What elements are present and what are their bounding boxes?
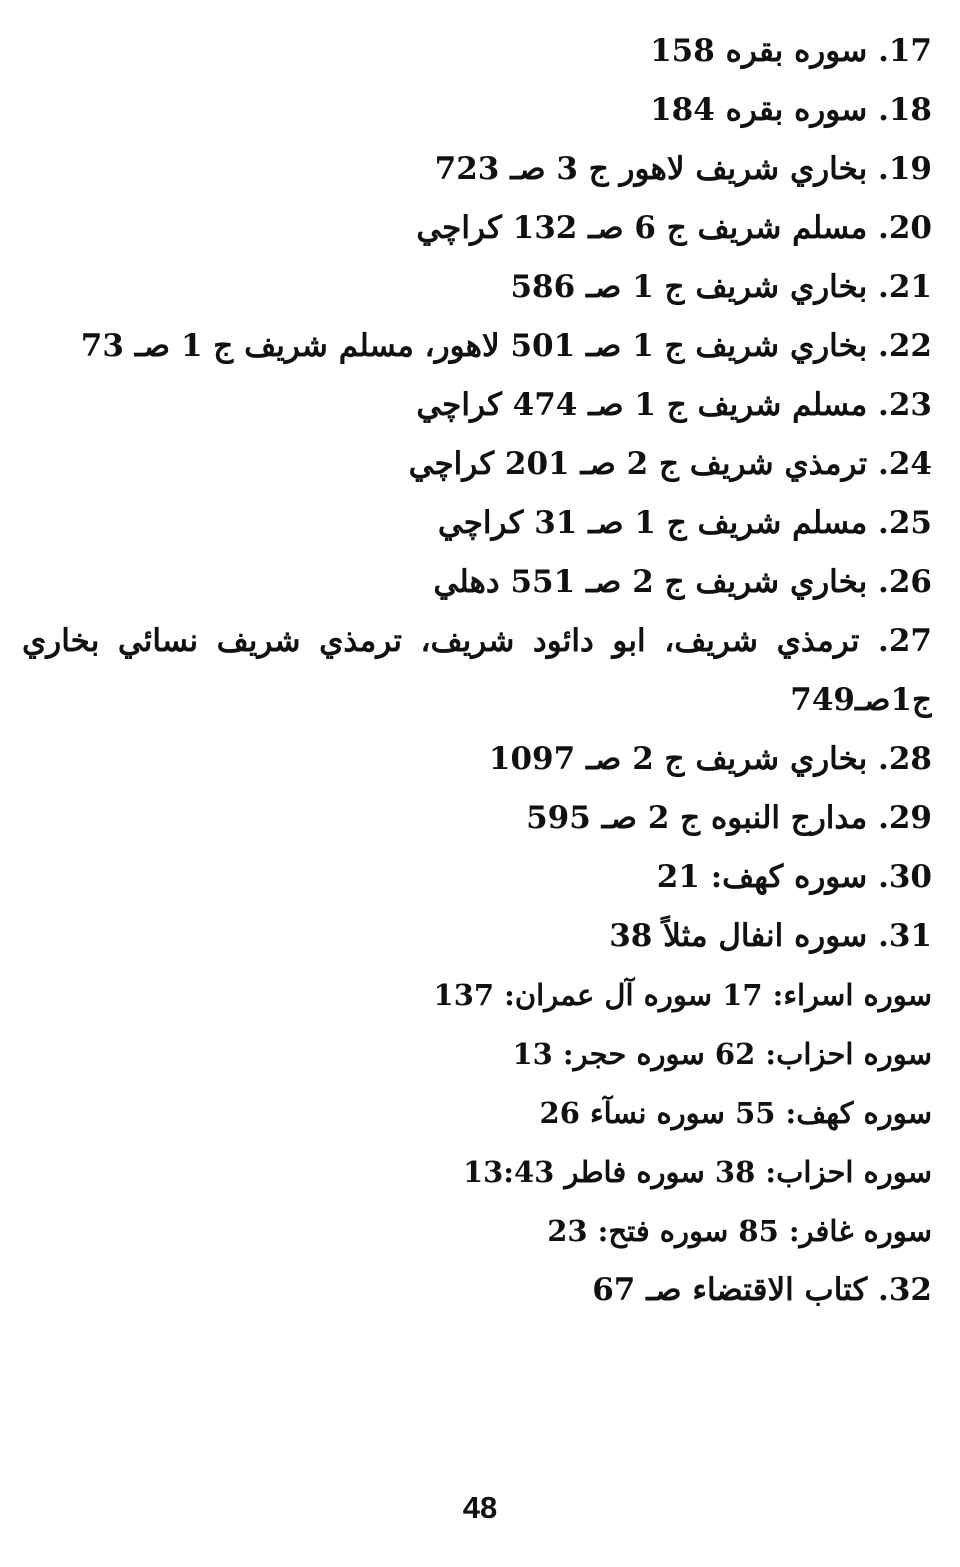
reference-21: 21. بخاري شريف ج 1 صـ 586 xyxy=(510,269,932,305)
reference-17: 17. سوره بقره 158 xyxy=(650,33,932,69)
reference-30: 30. سوره كهف: 21 xyxy=(656,859,932,895)
reference-31: 31. سوره انفال مثلاً 38 xyxy=(609,918,932,954)
surah-line: سوره احزاب: 38 سوره فاطر 13:43 xyxy=(462,1155,932,1189)
reference-20: 20. مسلم شريف ج 6 صـ 132 كراچي xyxy=(416,210,932,246)
page-number: 48 xyxy=(462,1490,498,1525)
reference-19: 19. بخاري شريف لاهور ج 3 صـ 723 xyxy=(434,151,932,187)
surah-line: سوره اسراء: 17 سوره آل عمران: 137 xyxy=(433,978,932,1012)
reference-24: 24. ترمذي شريف ج 2 صـ 201 كراچي xyxy=(408,446,932,482)
surah-line: سوره احزاب: 62 سوره حجر: 13 xyxy=(512,1037,932,1071)
reference-25: 25. مسلم شريف ج 1 صـ 31 كراچي xyxy=(437,505,932,541)
reference-32: 32. كتاب الاقتضاء صـ 67 xyxy=(592,1272,932,1308)
reference-22: 22. بخاري شريف ج 1 صـ 501 لاهور، مسلم شريف ج 1 صـ 73 xyxy=(80,328,932,364)
surah-line: سوره كهف: 55 سوره نسآء 26 xyxy=(539,1096,932,1130)
reference-29: 29. مدارج النبوه ج 2 صـ 595 xyxy=(526,800,932,836)
surah-line: سوره غافر: 85 سوره فتح: 23 xyxy=(547,1214,932,1248)
reference-26: 26. بخاري شريف ج 2 صـ 551 دهلي xyxy=(433,564,932,600)
reference-28: 28. بخاري شريف ج 2 صـ 1097 xyxy=(488,741,932,777)
reference-27: 27. ترمذي شريف، ابو دائود شريف، ترمذي شريف نسائي بخاري ج1صـ749 xyxy=(22,623,932,718)
reference-23: 23. مسلم شريف ج 1 صـ 474 كراچي xyxy=(416,387,932,423)
reference-18: 18. سوره بقره 184 xyxy=(650,92,932,128)
references-list xyxy=(22,22,932,1320)
